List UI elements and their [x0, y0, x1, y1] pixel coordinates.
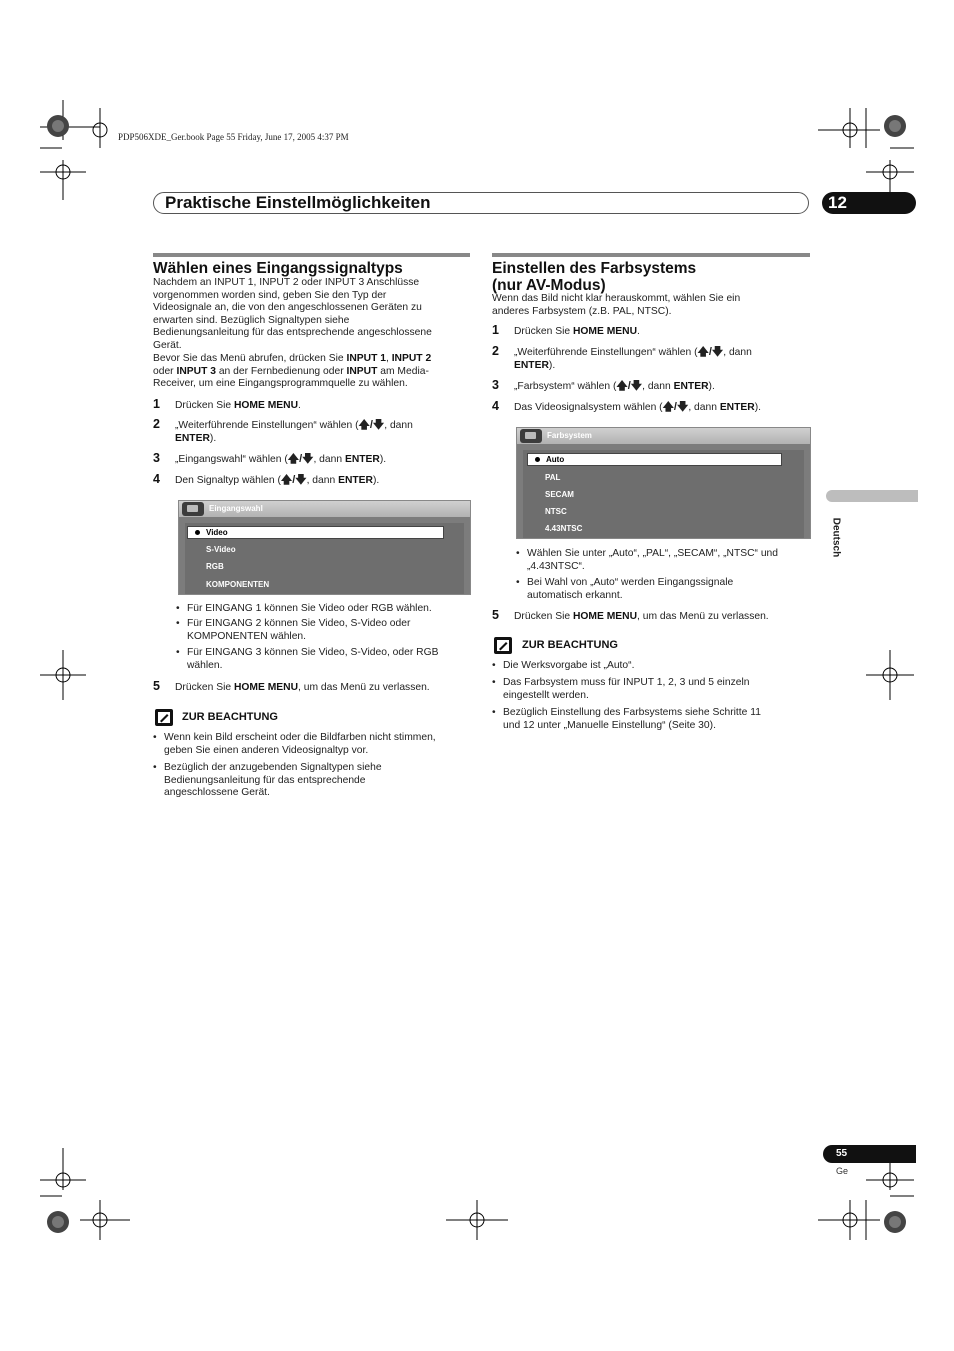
bullet-item: • Für EINGANG 3 können Sie Video, S-Video, oder RGB wählen.	[176, 647, 439, 671]
step-2: 2 „Weiterführende Einstellungen“ wählen (🡅/🡇, dann ENTER).	[153, 417, 413, 444]
bullet-icon	[535, 457, 540, 462]
note-item: • Wenn kein Bild erscheint oder die Bildfarben nicht stimmen, geben Sie einen anderen Videosignaltyp vor.	[153, 732, 436, 756]
up-down-arrow-icon: 🡅/🡇	[358, 419, 385, 431]
menu-item-selected[interactable]: Video	[187, 526, 444, 539]
up-down-arrow-icon: 🡅/🡇	[697, 346, 724, 358]
note-item: • Bezüglich der anzugebenden Signaltypen siehe Bedienungsanleitung für das entsprechende angeschlossene Gerät.	[153, 762, 382, 799]
chapter-number: 12	[822, 192, 916, 214]
chapter-title: Praktische Einstellmöglichkeiten	[165, 193, 431, 212]
step-4: 4 Das Videosignalsystem wählen (🡅/🡇, dann ENTER).	[492, 399, 762, 413]
bullet-item: • Bei Wahl von „Auto“ werden Eingangssignale automatisch erkannt.	[516, 577, 734, 601]
intro-line: vorgenommen worden sind, geben Sie den Typ der	[153, 289, 387, 301]
bullet-item: • Wählen Sie unter „Auto“, „PAL“, „SECAM“, „NTSC“ und „4.43NTSC“.	[516, 548, 779, 572]
section-rule	[153, 253, 470, 257]
up-down-arrow-icon: 🡅/🡇	[662, 401, 689, 413]
menu-titlebar	[179, 501, 470, 517]
intro-line: Videosignale an, die von den angeschlossenen Geräten zu	[153, 302, 422, 314]
menu-body	[185, 523, 464, 594]
section-title-right: Einstellen des Farbsystems (nur AV-Modus)	[492, 260, 697, 294]
menu-title: Farbsystem	[547, 431, 592, 440]
step-4: 4 Den Signaltyp wählen (🡅/🡇, dann ENTER).	[153, 472, 380, 486]
menu-title: Eingangswahl	[209, 504, 263, 513]
note-item: • Die Werksvorgabe ist „Auto“.	[492, 660, 635, 671]
intro2-left: Bevor Sie das Menü abrufen, drücken Sie INPUT 1, INPUT 2 oder INPUT 3 an der Fernbedienung oder INPUT am Media- Receiver, um eine Eingangsprogrammquelle zu wählen.	[153, 353, 432, 390]
intro-left	[153, 277, 432, 353]
menu-screen-eingangswahl	[178, 500, 471, 595]
note-item: • Das Farbsystem muss für INPUT 1, 2, 3 und 5 einzeln eingestellt werden.	[492, 677, 750, 701]
up-down-arrow-icon: 🡅/🡇	[280, 474, 307, 486]
menu-titlebar	[517, 428, 810, 444]
bullet-item: • Für EINGANG 1 können Sie Video oder RGB wählen.	[176, 603, 432, 614]
step-2: 2 „Weiterführende Einstellungen“ wählen (🡅/🡇, dann ENTER).	[492, 344, 752, 371]
section-title-left: Wählen eines Eingangssignaltyps	[153, 260, 403, 277]
bullet-item: • Für EINGANG 2 können Sie Video, S-Video oder KOMPONENTEN wählen.	[176, 618, 411, 642]
section-rule	[492, 253, 810, 257]
step-1: 1 Drücken Sie HOME MENU.	[492, 323, 640, 337]
page-language: Ge	[836, 1166, 849, 1176]
menu-item[interactable]: SECAM	[545, 490, 574, 499]
intro-line: Bedienungsanleitung für das entsprechende angeschlossene	[153, 327, 432, 339]
menu-body	[523, 450, 804, 538]
side-tab-bar	[826, 490, 918, 502]
step-1: 1 Drücken Sie HOME MENU.	[153, 397, 301, 411]
step-5: 5 Drücken Sie HOME MENU, um das Menü zu verlassen.	[153, 679, 430, 693]
menu-item-selected[interactable]: Auto	[527, 453, 782, 466]
note-heading: ZUR BEACHTUNG	[182, 711, 278, 723]
intro-line: anderes Farbsystem (z.B. PAL, NTSC).	[492, 305, 672, 317]
menu-item[interactable]: NTSC	[545, 507, 567, 516]
note-icon	[494, 637, 512, 654]
intro-line: Nachdem an INPUT 1, INPUT 2 oder INPUT 3 Anschlüsse	[153, 277, 420, 288]
bullet-icon	[195, 530, 200, 535]
menu-item[interactable]: S-Video	[206, 545, 236, 554]
file-header: PDP506XDE_Ger.book Page 55 Friday, June 17, 2005 4:37 PM	[118, 132, 349, 142]
note-heading: ZUR BEACHTUNG	[522, 639, 618, 651]
step-3: 3 „Farbsystem“ wählen (🡅/🡇, dann ENTER).	[492, 378, 715, 392]
side-tab-label: Deutsch	[830, 517, 842, 558]
intro-line: erwarten sind. Bezüglich Signaltypen siehe	[153, 314, 350, 326]
up-down-arrow-icon: 🡅/🡇	[616, 380, 643, 392]
note-item: • Bezüglich Einstellung des Farbsystems siehe Schritte 11 und 12 unter „Manuelle Einstellung“ (Seite 30).	[492, 707, 761, 731]
menu-screen-farbsystem	[516, 427, 811, 539]
note-icon	[155, 709, 173, 726]
tv-icon	[520, 429, 542, 443]
intro-line: Gerät.	[153, 339, 182, 351]
step-3: 3 „Eingangswahl“ wählen (🡅/🡇, dann ENTER).	[153, 451, 387, 465]
tv-icon	[182, 502, 204, 516]
intro-line: Wenn das Bild nicht klar herauskommt, wählen Sie ein	[492, 293, 741, 304]
step-5: 5 Drücken Sie HOME MENU, um das Menü zu verlassen.	[492, 608, 769, 622]
menu-item[interactable]: KOMPONENTEN	[206, 580, 270, 589]
up-down-arrow-icon: 🡅/🡇	[287, 453, 314, 465]
menu-item[interactable]: 4.43NTSC	[545, 524, 583, 533]
page-number: 55	[823, 1145, 916, 1163]
intro-right	[492, 293, 740, 318]
menu-item[interactable]: RGB	[206, 562, 224, 571]
menu-item[interactable]: PAL	[545, 473, 561, 482]
